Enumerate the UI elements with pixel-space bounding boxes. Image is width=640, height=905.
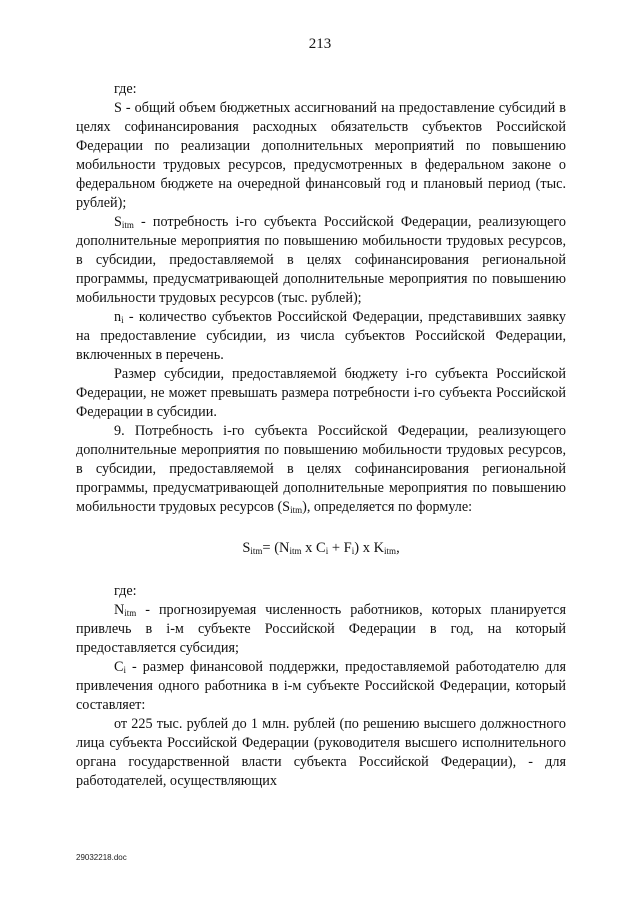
symbol-ci-sub: i — [123, 665, 126, 675]
formula-part: x C — [301, 540, 326, 556]
formula — [76, 539, 566, 558]
formula-part: = (N — [262, 540, 290, 556]
where-label-2: где: — [114, 583, 137, 599]
paragraph-9-sub: itm — [290, 505, 303, 515]
paragraph-9 — [76, 422, 566, 517]
formula-part: , — [396, 540, 400, 556]
definition-sitm — [76, 213, 566, 308]
page-number: 213 — [308, 36, 332, 52]
formula-part: ) x K — [354, 540, 385, 556]
symbol-sitm: S — [114, 214, 122, 230]
paragraph-9-end: ), определяется по формуле: — [302, 499, 473, 515]
definition-s — [76, 99, 566, 213]
formula-sub: i — [351, 546, 355, 556]
formula-sub: i — [325, 546, 329, 556]
file-name-footer: 29032218.doc — [76, 853, 127, 862]
definition-nitm — [76, 601, 566, 658]
formula-part: + F — [328, 540, 352, 556]
definition-sitm-text: - потребность i-го субъекта Российской Федерации, реализующего дополнительные мероприятия по повышению мобильности трудовых ресурсов, в субсидии, предоставляемой в целях софинансирования региональной программы, предусматривающей дополнительные мероприятия по повышению мобильности трудовых ресурсов (тыс. рублей); — [76, 214, 566, 306]
definition-ci — [76, 658, 566, 715]
symbol-sitm-sub: itm — [121, 220, 134, 230]
definition-nitm-text: - прогнозируемая численность работников, которых планируется привлечь в i-м субъекте Российской Федерации в год, на который предоставляется субсидия; — [76, 602, 566, 656]
definition-ci-text: - размер финансовой поддержки, предоставляемой работодателю для привлечения одного работника в i-м субъекте Российской Федерации, который составляет: — [76, 659, 566, 713]
symbol-nitm-sub: itm — [124, 608, 137, 618]
symbol-ni: n — [114, 309, 122, 325]
paragraph-9-text: 9. Потребность i-го субъекта Российской Федерации, реализующего дополнительные мероприятия по повышению мобильности трудовых ресурсов, в субсидии, предоставляемой в целях софинансирования региональной программы, предусматривающей дополнительные мероприятия по повышению мобильности трудовых ресурсов (S — [76, 423, 566, 515]
subsidy-size-paragraph: Размер субсидии, предоставляемой бюджету i-го субъекта Российской Федерации, не может превышать размера потребности i-го субъекта Российской Федерации в субсидии. — [76, 366, 566, 420]
formula-sub: itm — [384, 546, 397, 556]
where-label-1: где: — [114, 81, 137, 97]
definition-ni — [76, 308, 566, 365]
symbol-s: S — [114, 100, 122, 116]
formula-part: S — [242, 540, 251, 556]
formula-sub: itm — [250, 546, 263, 556]
definition-s-text: - общий объем бюджетных ассигнований на предоставление субсидий в целях софинансирования расходных обязательств субъектов Российской Федерации по реализации дополнительных мероприятий по повышению мобильности трудовых ресурсов, предусмотренных в федеральном законе о федеральном бюджете на очередной финансовый год и плановый период (тыс. рублей); — [76, 100, 566, 211]
amount-paragraph: от 225 тыс. рублей до 1 млн. рублей (по решению высшего должностного лица субъекта Российской Федерации (руководителя высшего исполнительного органа государственной власти субъекта Российской Федерации), - для работодателей, осуществляющих — [76, 716, 566, 789]
formula-sub: itm — [289, 546, 302, 556]
definition-ni-text: - количество субъектов Российской Федерации, представивших заявку на предоставление субсидии, из числа субъектов Российской Федерации, включенных в перечень. — [76, 309, 566, 363]
symbol-nitm: N — [114, 602, 125, 618]
symbol-ci: C — [114, 659, 124, 675]
document-body — [76, 80, 566, 791]
symbol-ni-sub: i — [121, 315, 124, 325]
